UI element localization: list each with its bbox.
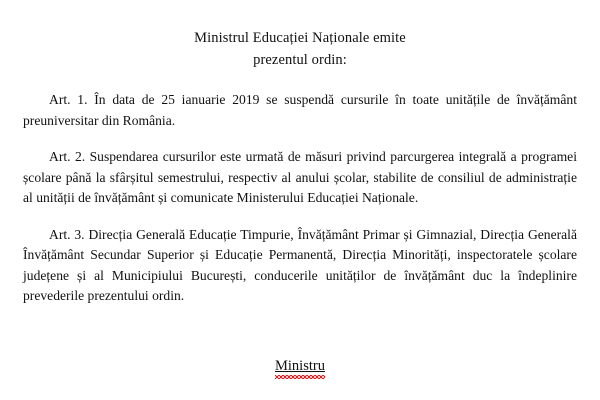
article-1-paragraph: Art. 1. În data de 25 ianuarie 2019 se suspendă cursurile în toate unitățile de învățământ preuniversitar din România. [23,92,577,128]
minister-signature-label [275,357,325,378]
signature-block [0,357,600,378]
header-line-primary: Ministrul Educației Naționale emite [194,30,406,46]
article-2-paragraph: Art. 2. Suspendarea cursurilor este urmată de măsuri privind parcurgerea integrală a programei școlare până la sfârșitul semestrului, respectiv al anului școlar, stabilite de consiliul de administrație al unității de învățământ și comunicate Ministerului Educației Naționale. [23,149,577,205]
article-3-paragraph: Art. 3. Direcția Generală Educație Timpurie, Învățământ Primar și Gimnazial, Direcția Generală Învățământ Secundar Superior și Educație Permanentă, Direcția Minorități, inspectoratele școlare județene și al Municipiului București, conducerile unităților de învățământ duc la îndeplinire prevederile prezentului ordin. [23,226,577,303]
minister-signature-text: Ministru [275,358,325,374]
document-header [23,0,577,70]
document-body [23,90,577,307]
header-line-secondary: prezentul ordin: [253,52,347,68]
spellcheck-squiggle-underline [275,375,325,379]
